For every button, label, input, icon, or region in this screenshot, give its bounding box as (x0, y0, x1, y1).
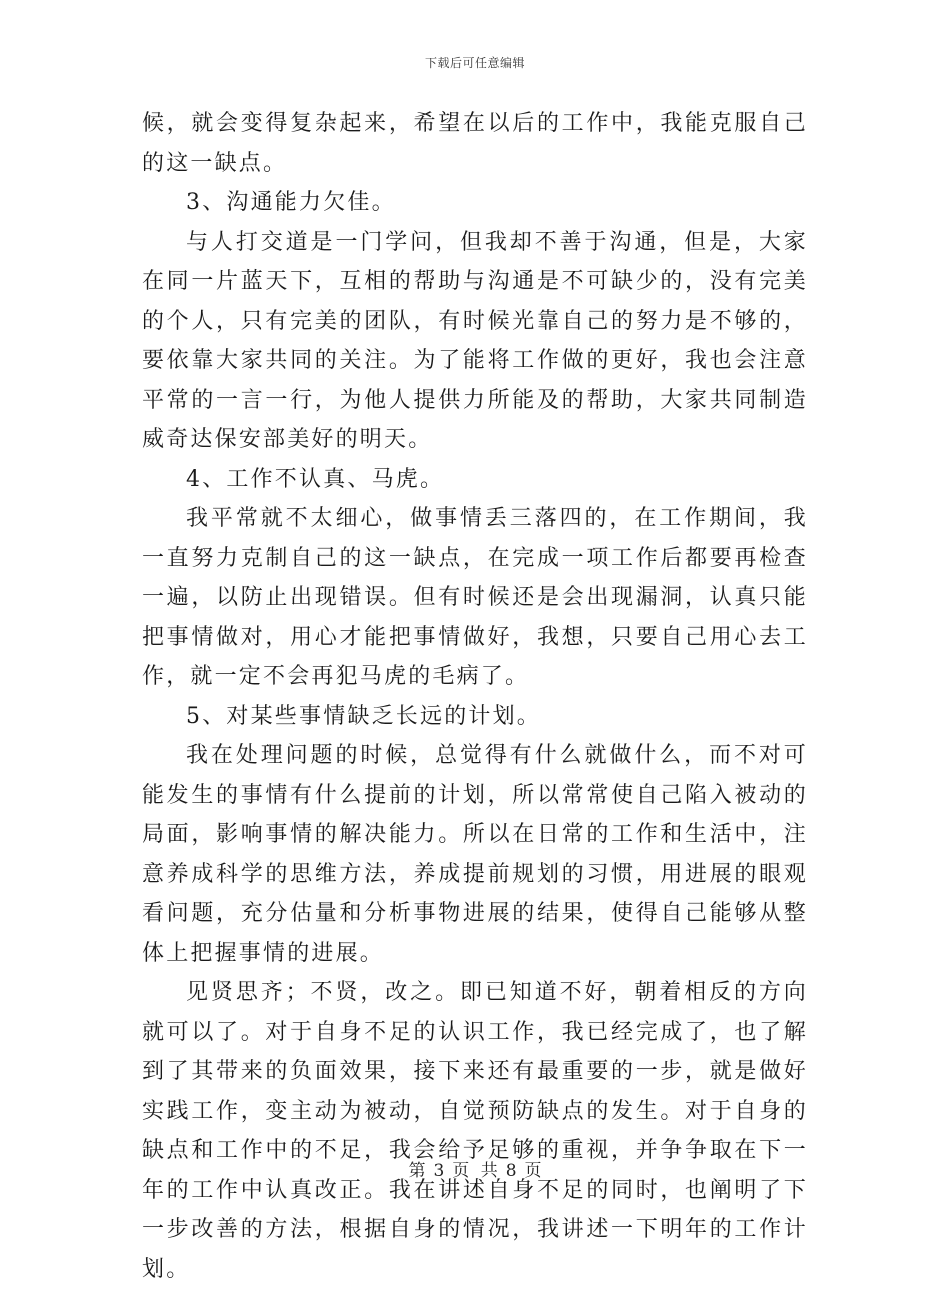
page-label-prefix: 第 (408, 1161, 426, 1181)
paragraph: 我平常就不太细心，做事情丢三落四的，在工作期间，我一直努力克制自己的这一缺点，在完成一项工作后都要再检查一遍，以防止出现错误。但有时候还是会出现漏洞，认真只能把事情做对，用心才能把事情做好，我想，只要自己用心去工作，就一定不会再犯马虎的毛病了。 (142, 506, 808, 689)
section-heading: 3、沟通能力欠佳。 (186, 190, 396, 215)
document-body (142, 104, 808, 1289)
page-label-suffix: 页 (524, 1161, 542, 1181)
section-heading: 5、对某些事情缺乏长远的计划。 (186, 703, 541, 729)
page-label-mid: 页 共 (452, 1161, 498, 1181)
paragraph: 与人打交道是一门学问，但我却不善于沟通，但是，大家在同一片蓝天下，互相的帮助与沟通是不可缺少的，没有完美的个人，只有完美的团队，有时候光靠自己的努力是不够的，要依靠大家共同的关注。为了能将工作做的更好，我也会注意平常的一言一行，为他人提供力所能及的帮助，大家共同制造威奇达保安部美好的明天。 (142, 229, 808, 452)
current-page-number: 3 (433, 1161, 445, 1181)
total-pages-number: 8 (505, 1161, 517, 1181)
section-heading: 4、工作不认真、马虎。 (186, 466, 445, 492)
page-header: 下载后可任意编辑 (424, 56, 525, 70)
paragraph: 见贤思齐；不贤，改之。即已知道不好，朝着相反的方向就可以了。对于自身不足的认识工作，我已经完成了，也了解到了其带来的负面效果，接下来还有最重要的一步，就是做好实践工作，变主动为被动，自觉预防缺点的发生。对于自身的缺点和工作中的不足，我会给予足够的重视，并争争取在下一年的工作中认真改正。我在讲述自身不足的同时，也阐明了下一步改善的方法，根据自身的情况，我讲述一下明年的工作计划。 (142, 980, 808, 1282)
paragraph: 候，就会变得复杂起来，希望在以后的工作中，我能克服自己的这一缺点。 (142, 111, 808, 176)
page-footer (0, 1156, 950, 1181)
paragraph: 我在处理问题的时候，总觉得有什么就做什么，而不对可能发生的事情有什么提前的计划，所以常常使自己陷入被动的局面，影响事情的解决能力。所以在日常的工作和生活中，注意养成科学的思维方法，养成提前规划的习惯，用进展的眼观看问题，充分估量和分析事物进展的结果，使得自己能够从整体上把握事情的进展。 (142, 743, 808, 966)
